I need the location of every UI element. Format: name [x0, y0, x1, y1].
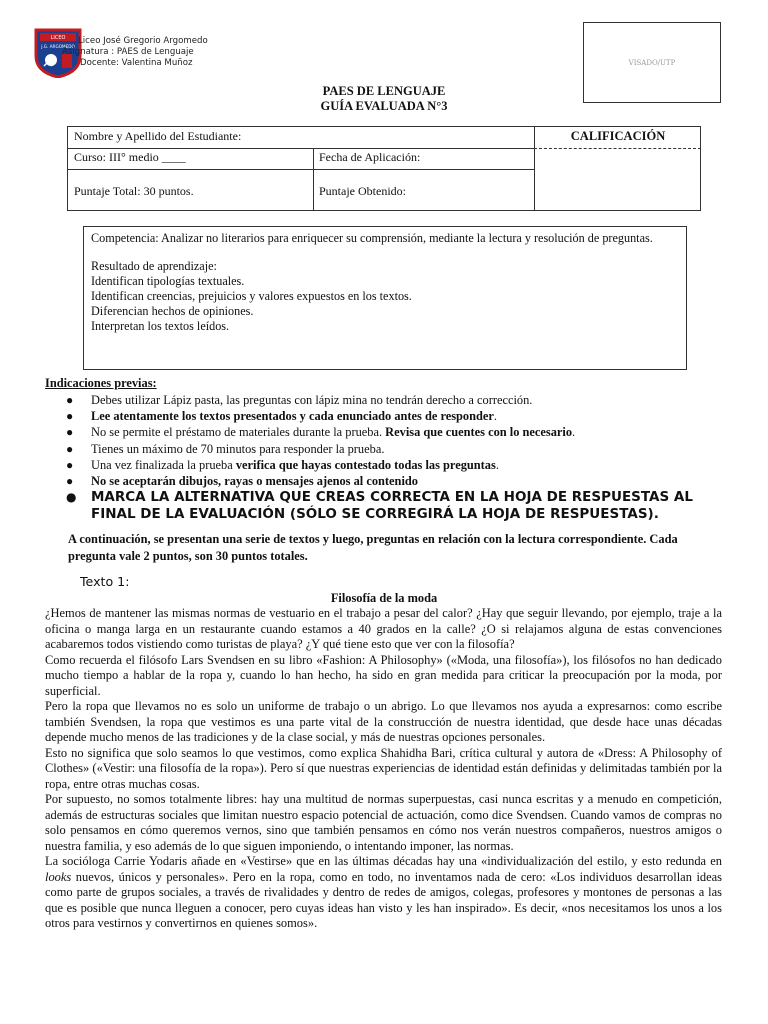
competency-box [83, 226, 687, 370]
subject-line: Asignatura : PAES de Lenguaje [62, 47, 194, 57]
obtained-points-field[interactable]: Puntaje Obtenido: [319, 184, 406, 198]
section-intro: A continuación, se presentan una serie de textos y luego, preguntas en relación con la lectura correspondiente. Cada pregunta vale 2 puntos, son 30 puntos totales. [68, 532, 678, 563]
course-field[interactable]: Curso: III° medio ____ [74, 150, 186, 164]
bullet-icon: ● [66, 409, 74, 424]
indication-bold: Revisa que cuentes con lo necesario [385, 425, 573, 440]
article-title: Filosofía de la moda [330, 591, 438, 605]
column-divider [534, 127, 535, 211]
visado-label: VISADO/UTP [628, 58, 676, 67]
indication-item [63, 441, 723, 457]
article-body [45, 606, 722, 932]
row-divider-2 [68, 169, 534, 170]
name-field[interactable]: Nombre y Apellido del Estudiante: [74, 129, 242, 143]
indication-item [63, 392, 723, 408]
paragraph-part: La socióloga Carrie Yodaris añade en «Vestirse» que en las últimas décadas hay una «individualización del estilo, y esto redunda en [45, 854, 722, 868]
bullet-icon: ● [66, 490, 77, 505]
grade-dashed-top [534, 148, 701, 149]
logo-text-1: LICEO [50, 35, 66, 41]
article-paragraph: Por supuesto, no somos totalmente libres: hay una multitud de normas superpuestas, casi nunca escritas y a menudo en competición, además de estructuras sociales que limitan nuestro espacio potencial de actuación, como dice Svendsen. Cuando vamos de compras no solo pensamos en cómo queremos vernos, sino que también pensamos en cómo nos verán nuestros compañeros, nuestros amigos o nuestra familia, y eso además de lo que siguen imponiendo, o intentando imponer, las normas. [45, 792, 722, 853]
article-paragraph: Esto no significa que solo seamos lo que vestimos, como explica Shahidha Bari, crítica cultural y autora de «Dress: A Philosophy of Clothes» («Vestir: una filosofía de la ropa»). Pero sí que nuestras experiencias de identidad están definidas y delimitadas también por la ropa, entre otras muchas cosas. [45, 745, 722, 791]
competency-text: Competencia: Analizar no literarios para enriquecer su comprensión, mediante la lectura y resolución de preguntas. [91, 231, 653, 245]
indication-text: Debes utilizar Lápiz pasta, las preguntas con lápiz mina no tendrán derecho a corrección. [91, 393, 533, 407]
learning-outcome-1: Identifican tipologías textuales. [91, 274, 245, 288]
indication-bold: verifica que hayas contestado todas las preguntas [235, 457, 496, 472]
bullet-icon: ● [66, 474, 74, 489]
learning-outcome-4: Interpretan los textos leídos. [91, 319, 230, 333]
indication-bold: Lee atentamente los textos presentados y cada enunciado antes de responder [91, 409, 494, 424]
page-title: PAES DE LENGUAJE [322, 84, 446, 98]
page-subtitle: GUÍA EVALUADA N°3 [320, 99, 448, 113]
paragraph-italic: looks [45, 869, 72, 884]
paragraph-part: nuevos, únicos y personales». Pero en la ropa, como en todo, no inventamos nada de cero: «Los individuos desarrollan ideas como parte de grupos sociales, a través de rivalidades y dentro de redes de amigos, colegas, profesores y montones de personas a las que es posible que nunca lleguen a conocer, pero cuyas ideas han visto y les han inspirado». Es decir, «nos necesitamos los unos a los otros para vestirnos y convertirnos en quienes somos». [45, 869, 722, 930]
bullet-icon: ● [66, 425, 74, 440]
total-points: Puntaje Total: 30 puntos. [74, 184, 194, 198]
indication-item [63, 424, 723, 440]
article-paragraph: ¿Hemos de mantener las mismas normas de vestuario en el trabajo a pesar del calor? ¿Hay que seguir llevando, por ejemplo, traje a la oficina o manga larga en un restaurante cuando estamos a 40 grados en la calle? ¿O si relajamos alguna de estas convenciones acabaremos todos vistiendo como turistas de playa? ¿Y qué tiene esto que ver con la filosofía? [45, 606, 722, 651]
article-paragraph: Pero la ropa que llevamos no es solo un uniforme de trabajo o un abrigo. Lo que llevamos nos ayuda a expresarnos: como escribe también Svendsen, la ropa que vestimos es una parte vital de la construcción de nuestra identidad, que desde hace unas décadas depende mucho menos de las tradiciones y de la clase social, y más de nuestras opciones personales. [45, 699, 722, 744]
grade-label: CALIFICACIÓN [570, 129, 666, 143]
indication-text: Una vez finalizada la prueba [91, 457, 236, 472]
date-field[interactable]: Fecha de Aplicación: [319, 150, 421, 164]
indication-text: No se permite el préstamo de materiales durante la prueba. [91, 425, 386, 440]
indications-list [63, 392, 723, 522]
school-name: Liceo José Gregorio Argomedo [78, 36, 208, 46]
indication-text: Tienes un máximo de 70 minutos para responder la prueba. [91, 441, 385, 456]
indication-item [63, 457, 723, 473]
indication-tail: . [493, 409, 498, 424]
logo-text-2: J.G. ARGOMEDO [41, 44, 75, 49]
indication-item [63, 489, 723, 522]
indication-bold: MARCA LA ALTERNATIVA QUE CREAS CORRECTA EN LA HOJA DE RESPUESTAS AL FINAL DE LA EVALUACIÓN (SÓLO SE CORREGIRÁ LA HOJA DE RESPUESTAS). [91, 489, 693, 522]
grade-dashed-right [700, 148, 701, 211]
bullet-icon: ● [66, 457, 74, 472]
indication-bold: No se aceptarán dibujos, rayas o mensajes ajenos al contenido [91, 474, 418, 489]
indication-tail: . [572, 425, 576, 440]
learning-outcome-title: Resultado de aprendizaje: [91, 259, 217, 273]
indication-tail: . [495, 457, 499, 472]
bullet-icon: ● [66, 393, 74, 407]
indication-item [63, 473, 723, 489]
article-paragraph-last [45, 854, 722, 932]
student-info-table [67, 126, 701, 211]
school-info [52, 36, 208, 69]
indication-item [63, 408, 723, 424]
text-number-label: Texto 1: [80, 574, 130, 589]
learning-outcome-3: Diferencian hechos de opiniones. [91, 304, 254, 318]
learning-outcome-2: Identifican creencias, prejuicios y valores expuestos en los textos. [91, 289, 412, 303]
bullet-icon: ● [66, 441, 74, 456]
teacher-line: Docente: Valentina Muñoz [80, 58, 193, 68]
article-paragraph: Como recuerda el filósofo Lars Svendsen en su libro «Fashion: A Philosophy» («Moda, una filosofía»), los filósofos no han dedicado mucho tiempo a hablar de la ropa y, cuando lo han hecho, ha sido en gran medida para criticar la preocupación por la moda, por superficial. [45, 652, 722, 698]
indications-title: Indicaciones previas: [45, 376, 157, 390]
